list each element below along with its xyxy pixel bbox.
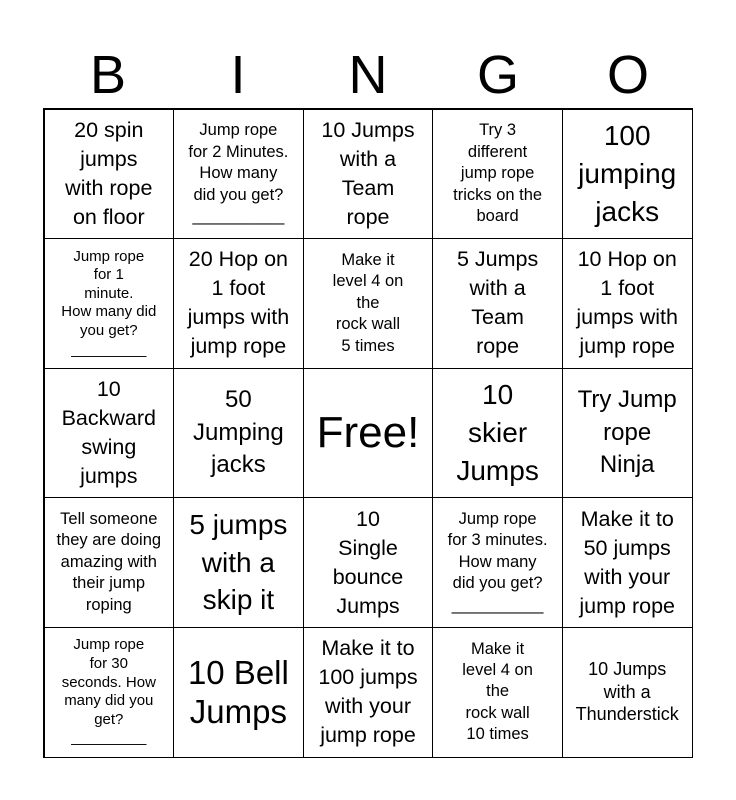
bingo-cell[interactable]: 100 jumping jacks — [562, 109, 693, 240]
bingo-cell[interactable]: Jump rope for 2 Minutes. How many did you get? __________ — [173, 109, 304, 240]
bingo-cell[interactable]: 10 Single bounce Jumps — [303, 497, 434, 628]
bingo-cell[interactable]: Make it level 4 on the rock wall 10 times — [432, 627, 563, 758]
bingo-cell[interactable]: Jump rope for 3 minutes. How many did you get? __________ — [432, 497, 563, 628]
bingo-cell[interactable]: Tell someone they are doing amazing with their jump roping — [44, 497, 175, 628]
bingo-cell[interactable]: 20 Hop on 1 foot jumps with jump rope — [173, 238, 304, 369]
bingo-cell[interactable]: 10 Bell Jumps — [173, 627, 304, 758]
bingo-card-grid — [43, 108, 693, 758]
bingo-cell[interactable]: 10 Jumps with a Thunderstick — [562, 627, 693, 758]
header-letter-n: N — [348, 45, 388, 105]
bingo-cell[interactable]: 10 Hop on 1 foot jumps with jump rope — [562, 238, 693, 369]
bingo-cell[interactable]: 20 spin jumps with rope on floor — [44, 109, 175, 240]
bingo-cell[interactable]: Make it level 4 on the rock wall 5 times — [303, 238, 434, 369]
bingo-cell[interactable]: Try Jump rope Ninja — [562, 368, 693, 499]
bingo-cell[interactable]: 5 jumps with a skip it — [173, 497, 304, 628]
free-space[interactable]: Free! — [303, 368, 434, 499]
bingo-cell[interactable]: 5 Jumps with a Team rope — [432, 238, 563, 369]
header-letter-o: O — [606, 45, 649, 105]
bingo-cell[interactable]: Jump rope for 1 minute. How many did you get? _________ — [44, 238, 175, 369]
header-letter-i: I — [230, 45, 246, 105]
bingo-cell[interactable]: 10 Backward swing jumps — [44, 368, 175, 499]
bingo-cell[interactable]: 50 Jumping jacks — [173, 368, 304, 499]
header-letter-b: B — [89, 45, 127, 105]
bingo-cell[interactable]: Try 3 different jump rope tricks on the board — [432, 109, 563, 240]
bingo-cell[interactable]: 10 Jumps with a Team rope — [303, 109, 434, 240]
bingo-cell[interactable]: Make it to 100 jumps with your jump rope — [303, 627, 434, 758]
bingo-cell[interactable]: Make it to 50 jumps with your jump rope — [562, 497, 693, 628]
bingo-header — [43, 42, 693, 108]
bingo-cell[interactable]: 10 skier Jumps — [432, 368, 563, 499]
bingo-cell[interactable]: Jump rope for 30 seconds. How many did you get? _________ — [44, 627, 175, 758]
header-letter-g: G — [476, 45, 519, 105]
